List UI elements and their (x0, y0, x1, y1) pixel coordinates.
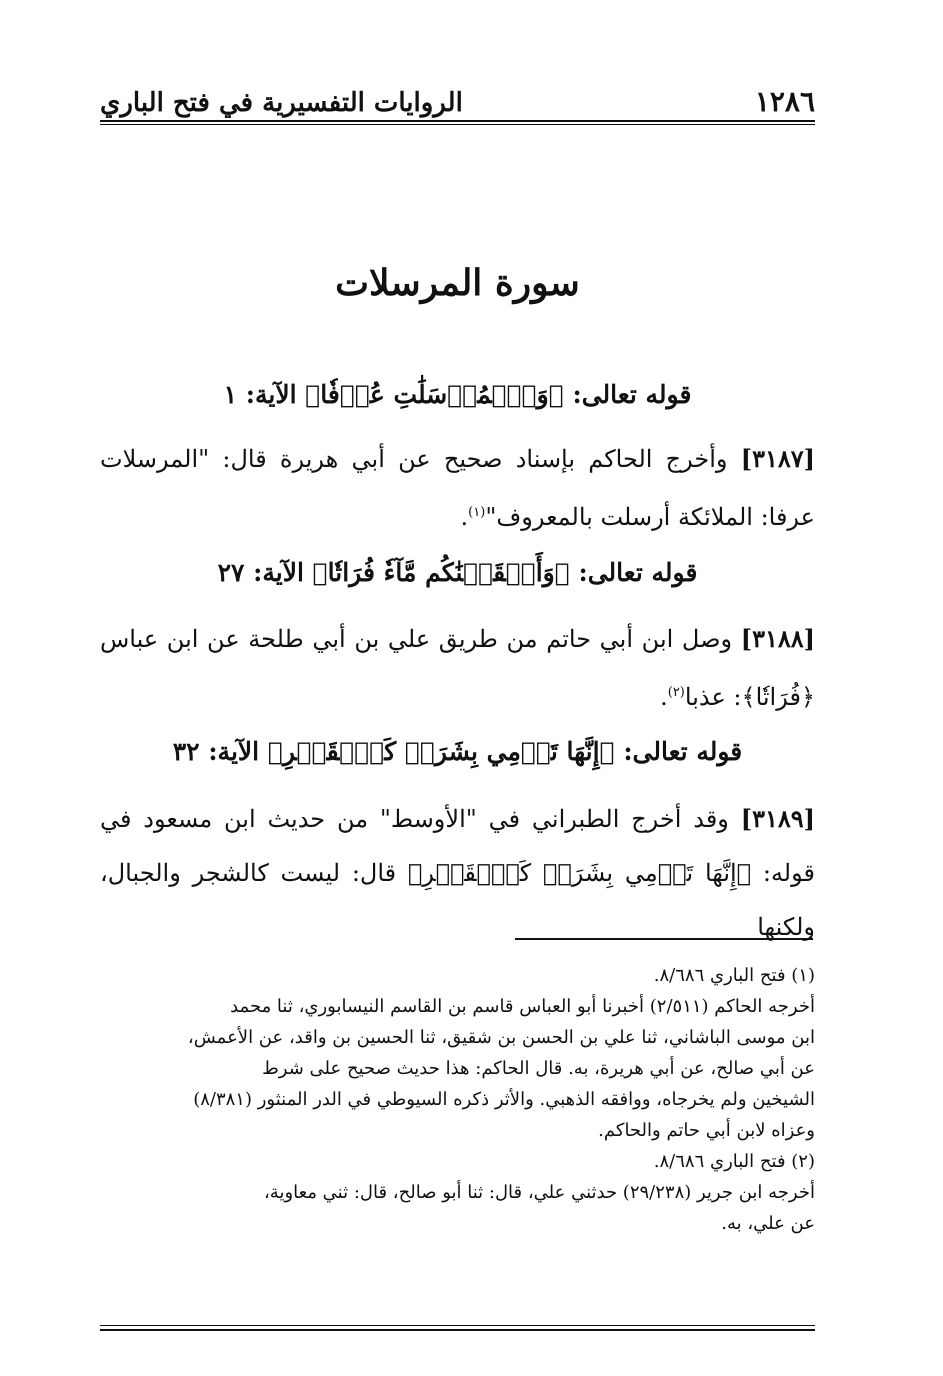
narration-number: [٣١٨٧] (740, 444, 815, 473)
verse-heading-2 (100, 558, 815, 587)
verse-number: الآية: ٢٧ (217, 558, 304, 587)
footnote-1-line: ابن موسى الباشاني، ثنا علي بن الحسن بن شقيق، ثنا الحسين بن واقد، عن الأعمش، (187, 1027, 815, 1048)
footnote-1-line: الشيخين ولم يخرجاه، ووافقه الذهبي. والأثر ذكره السيوطي في الدر المنثور (٨/٣٨١) (193, 1089, 815, 1110)
verse-heading-3 (100, 737, 815, 766)
footnote-1-line: عن أبي صالح، عن أبي هريرة، به. قال الحاكم: هذا حديث صحيح على شرط (262, 1058, 815, 1079)
narration-end: . (660, 683, 668, 711)
heading-prefix: قوله تعالى: (572, 380, 692, 409)
narration-text: وقد أخرج الطبراني في "الأوسط" من حديث ابن مسعود في قوله: ﴿إِنَّهَا تَرۡمِي بِشَرَرٖ كَٱلۡقَصۡرِ﴾ قال: ليست كالشجر والجبال، ولكنها (100, 805, 815, 941)
footnotes (100, 960, 815, 1239)
footnote-1-line: أخرجه الحاكم (٢/٥١١) أخبرنا أبو العباس قاسم بن القاسم النيسابوري، ثنا محمد (230, 996, 815, 1017)
running-title: الروايات التفسيرية في فتح الباري (100, 88, 463, 118)
narration-number: [٣١٨٨] (740, 624, 815, 653)
verse-number: الآية: ٣٢ (172, 737, 260, 766)
narration-3187 (100, 432, 815, 544)
narration-end: . (460, 503, 469, 531)
heading-prefix: قوله تعالى: (578, 558, 698, 587)
header-rule (100, 120, 815, 122)
narration-3188 (100, 612, 815, 724)
footnote-1-ref: (١) فتح الباري ٨/٦٨٦. (653, 965, 815, 986)
quran-verse: ﴿وَٱلۡمُرۡسَلَٰتِ عُرۡفٗا﴾ (305, 380, 564, 409)
footnote-2-line: أخرجه ابن جرير (٢٩/٢٣٨) حدثني علي، قال: ثنا أبو صالح، قال: ثني معاوية، (263, 1182, 815, 1203)
footnote-2-ref: (٢) فتح الباري ٨/٦٨٦. (653, 1151, 815, 1172)
page-header (100, 78, 815, 118)
page-number: ١٢٨٦ (754, 85, 815, 118)
footnote-ref[interactable]: (١) (468, 505, 486, 520)
heading-prefix: قوله تعالى: (623, 737, 743, 766)
header-rule-thin (100, 124, 815, 125)
footer-rule (100, 1329, 815, 1331)
surah-title: سورة المرسلات (335, 262, 580, 304)
narration-text: وصل ابن أبي حاتم من طريق علي بن أبي طلحة عن ابن عباس ﴿فُرَاتٗا﴾: عذبا (100, 625, 815, 711)
narration-number: [٣١٨٩] (740, 804, 815, 833)
footnote-1-line: وعزاه لابن أبي حاتم والحاكم. (598, 1120, 815, 1141)
verse-number: الآية: ١ (223, 380, 297, 409)
footer-rule-thin (100, 1325, 815, 1326)
footnote-2-line: عن علي، به. (721, 1213, 815, 1234)
footnote-separator (515, 938, 813, 940)
quran-verse: ﴿إِنَّهَا تَرۡمِي بِشَرَرٖ كَٱلۡقَصۡرِ﴾ (267, 737, 615, 766)
verse-heading-1 (100, 380, 815, 409)
narration-3189 (100, 792, 815, 954)
narration-text: وأخرج الحاكم بإسناد صحيح عن أبي هريرة قال: "المرسلات عرفا: الملائكة أرسلت بالمعروف" (100, 445, 815, 531)
footnote-ref[interactable]: (٢) (667, 685, 685, 700)
quran-verse: ﴿وَأَسۡقَيۡنَٰكُم مَّآءٗ فُرَاتٗا﴾ (312, 558, 570, 587)
